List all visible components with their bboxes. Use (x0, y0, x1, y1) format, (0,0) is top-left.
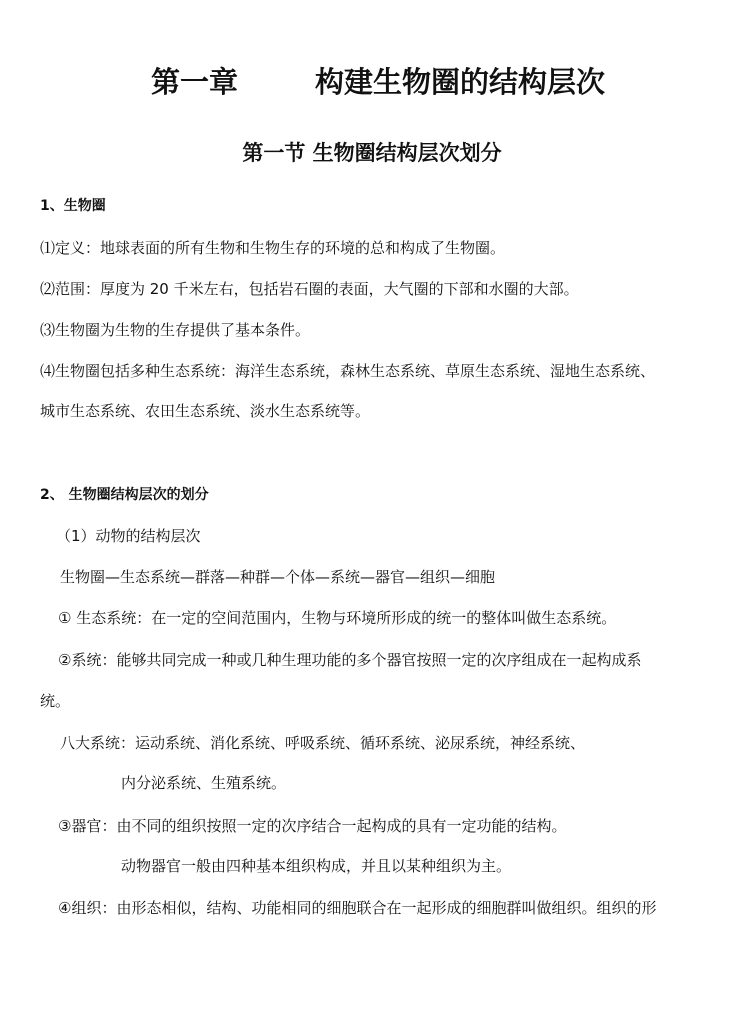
structure-chain: 生物圈—生态系统—群落—种群—个体—系统—器官—组织—细胞 (60, 568, 496, 586)
organ-note: 动物器官一般由四种基本组织构成，并且以某种组织为主。 (121, 857, 512, 875)
organ-definition: ③器官：由不同的组织按照一定的次序结合一起构成的具有一定功能的结构。 (58, 817, 567, 835)
section-title: 第一节 生物圈结构层次划分 (242, 141, 502, 165)
eight-systems-cont: 内分泌系统、生殖系统。 (121, 774, 287, 792)
part1-item-conditions: ⑶生物圈为生物的生存提供了基本条件。 (40, 321, 311, 339)
part2-heading: 2、 生物圈结构层次的划分 (40, 487, 209, 503)
part1-item-range: ⑵范围：厚度为 20 千米左右，包括岩石圈的表面，大气圈的下部和水圈的大部。 (40, 280, 579, 298)
part1-heading: 1、生物圈 (40, 198, 106, 214)
system-definition-cont: 统。 (40, 692, 71, 710)
part2-sub-heading: （1）动物的结构层次 (56, 527, 201, 545)
part1-item-ecosystems: ⑷生物圈包括多种生态系统：海洋生态系统，森林生态系统、草原生态系统、湿地生态系统、 (40, 362, 656, 380)
tissue-definition: ④组织：由形态相似，结构、功能相同的细胞联合在一起形成的细胞群叫做组织。组织的形 (58, 899, 657, 917)
eight-systems: 八大系统：运动系统、消化系统、呼吸系统、循环系统、泌尿系统，神经系统、 (60, 734, 586, 752)
chapter-number: 第一章 (151, 65, 239, 99)
ecosystem-definition: ① 生态系统：在一定的空间范围内，生物与环境所形成的统一的整体叫做生态系统。 (58, 609, 617, 627)
chapter-title (0, 62, 744, 102)
part1-item-ecosystems-cont: 城市生态系统、农田生态系统、淡水生态系统等。 (40, 402, 371, 420)
system-definition: ②系统：能够共同完成一种或几种生理功能的多个器官按照一定的次序组成在一起构成系 (58, 651, 642, 669)
part1-item-definition: ⑴定义：地球表面的所有生物和生物生存的环境的总和构成了生物圈。 (40, 239, 506, 257)
chapter-name: 构建生物圈的结构层次 (315, 65, 606, 99)
